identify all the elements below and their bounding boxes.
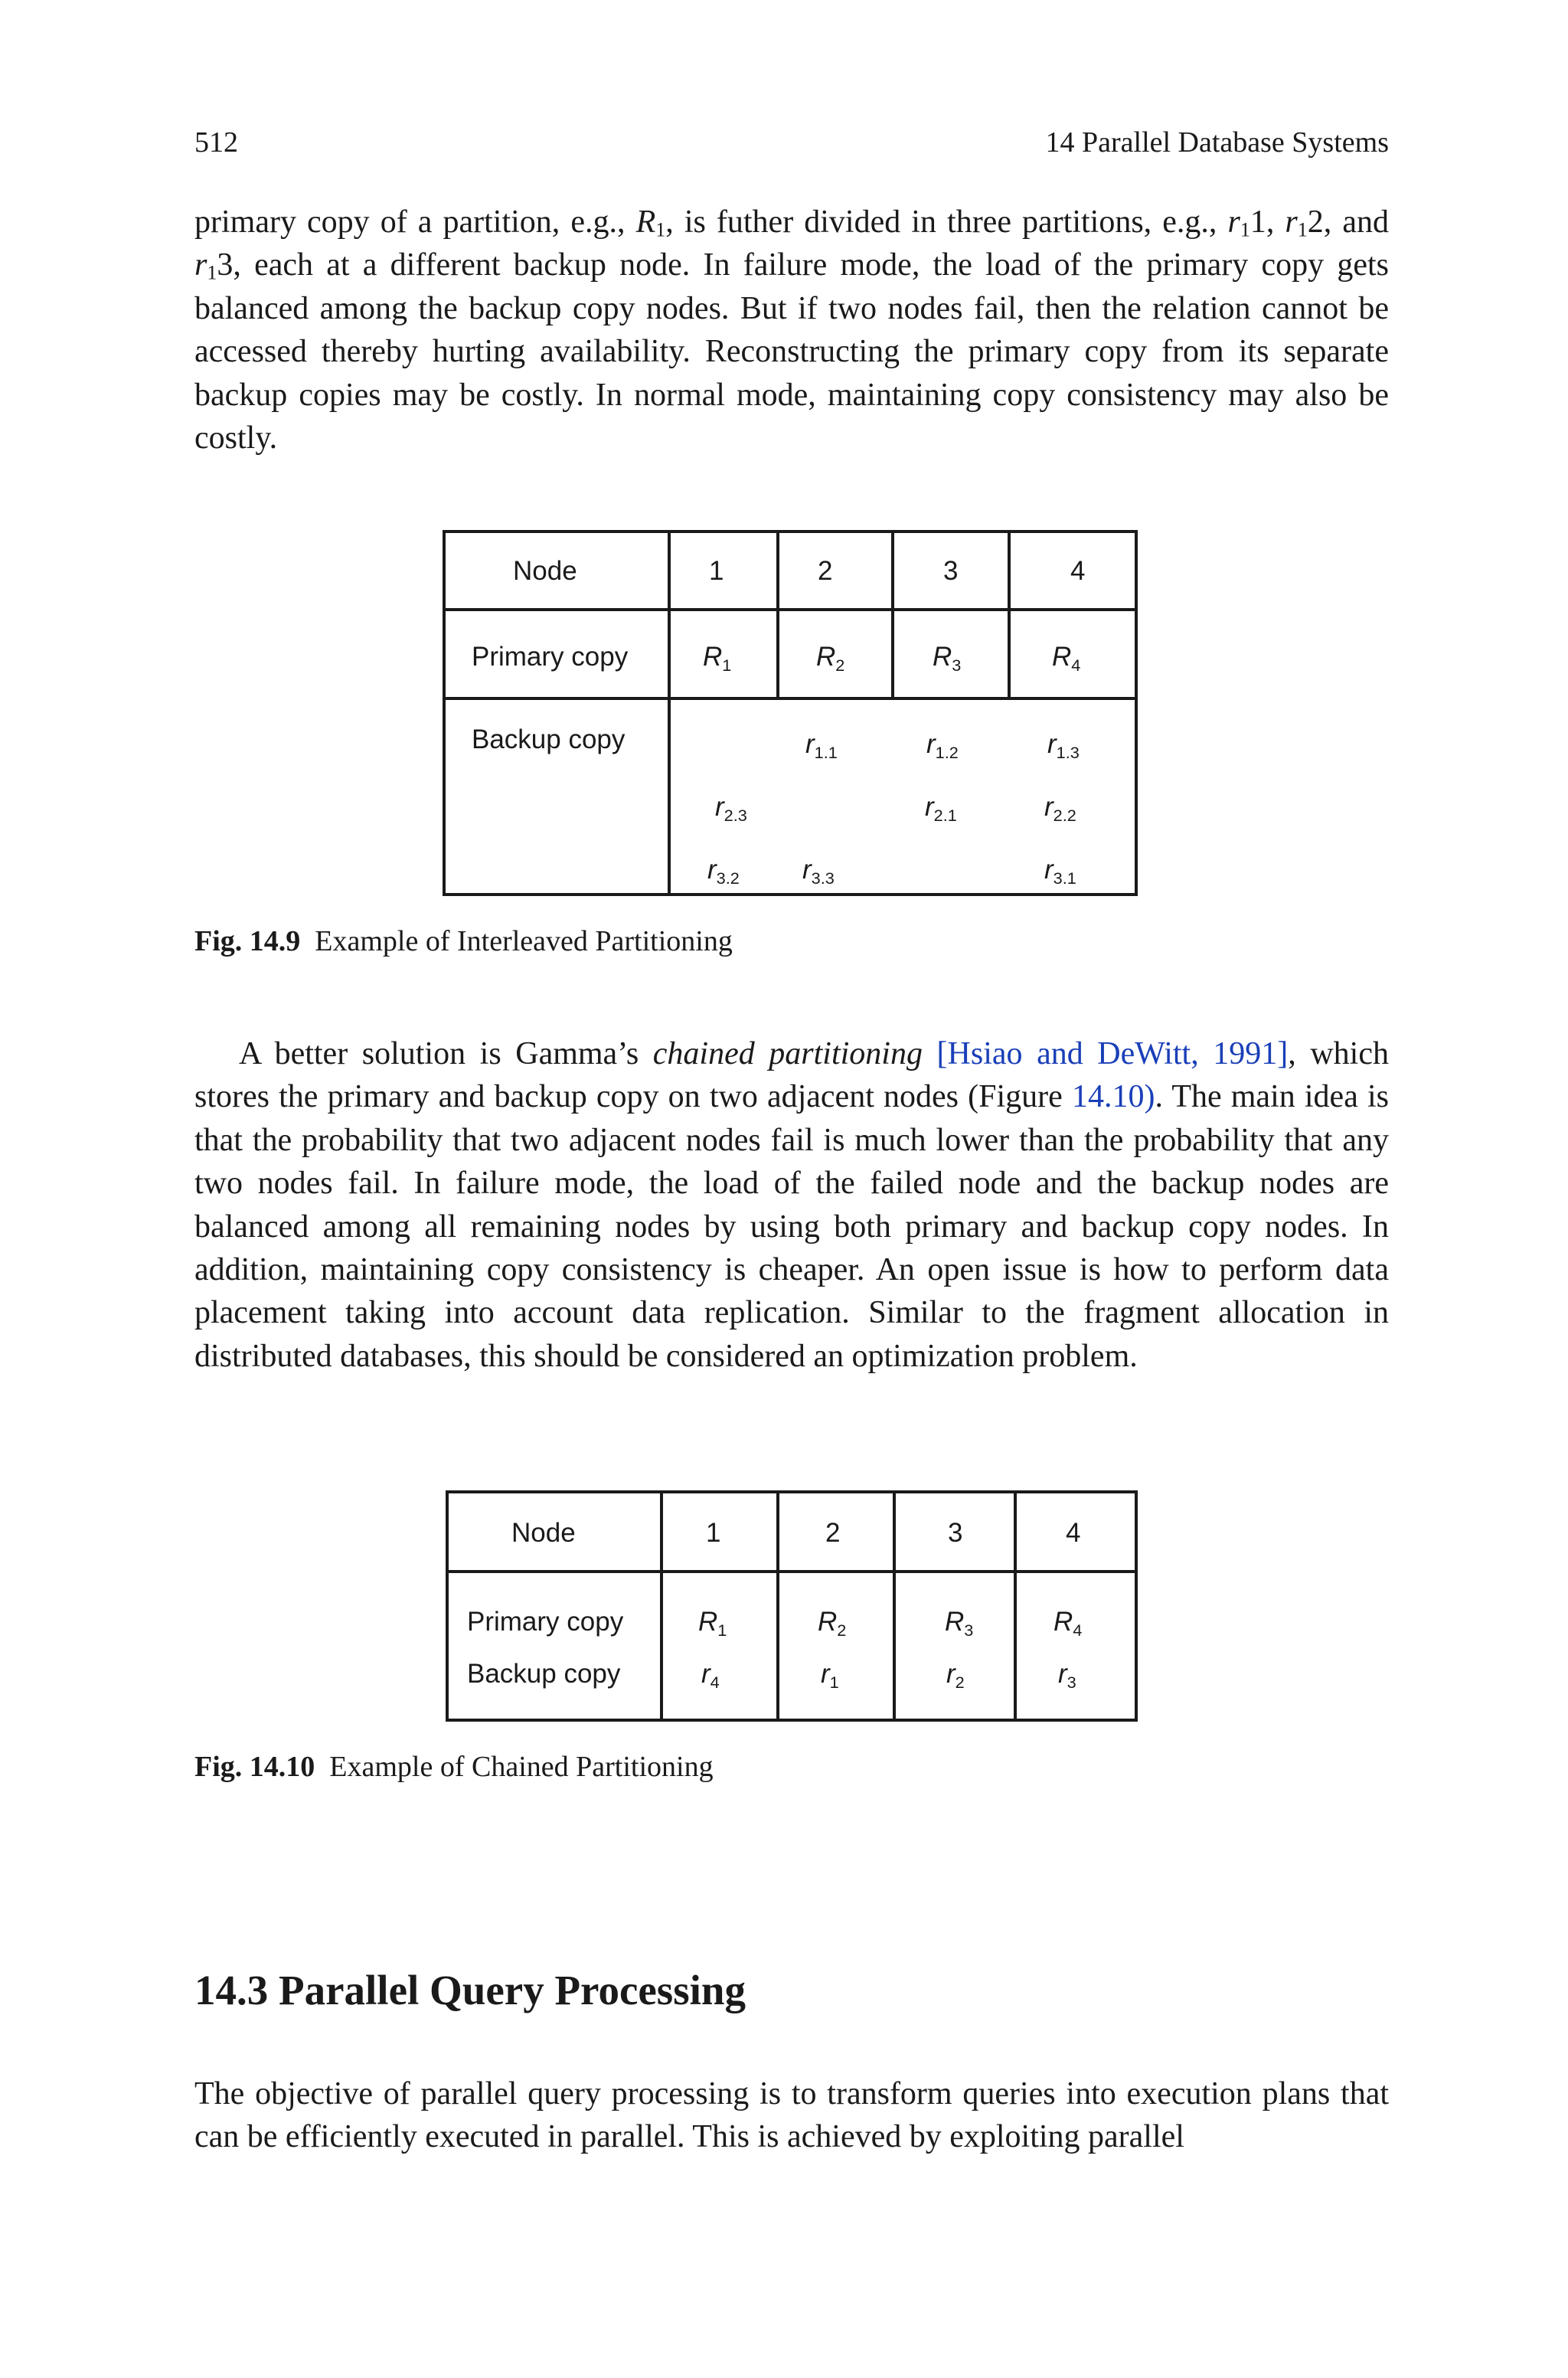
paragraph-interleaved: primary copy of a partition, e.g., $R_1$, is futher divided in three partitions, e.g., $r_11$, $r_12$, and $r_13$, each at a different backup node. In failure mode, the load of the primary copy gets balanced among the backup copy nodes. But if two nodes fail, then the relation cannot be accessed thereby hurting availability. Reconstructing the primary copy from its separate backup copies may be costly. In normal mode, maintaining copy consistency may also be costly.	[194, 204, 1390, 456]
row-label-primary: Primary copy	[467, 1607, 624, 1637]
header-cell-node-2: 2	[825, 1518, 841, 1548]
primary-cell: R3	[945, 1607, 974, 1640]
figure-caption	[194, 922, 733, 960]
figure-interleaved-partitioning	[443, 530, 1138, 896]
header-cell-node: Node	[513, 556, 577, 586]
row-label-primary: Primary copy	[472, 642, 629, 672]
backup-cell: r3.1	[1044, 855, 1076, 888]
page-number: 512	[194, 126, 238, 159]
backup-cell: r4	[701, 1659, 720, 1692]
backup-cell: r2.3	[715, 792, 747, 825]
figure-caption	[194, 1748, 714, 1786]
table-col-divider	[660, 1490, 663, 1722]
primary-cell: R3	[933, 642, 962, 675]
table-col-divider	[1008, 530, 1011, 700]
paragraph-chained: A better solution is Gamma’s chained partitioning [Hsiao and DeWitt, 1991], which stores the primary and backup copy on two adjacent nodes (Figure 14.10). The main idea is that the probability that two adjacent nodes fail is much lower than the probability that any two nodes fail. In failure mode, the load of the failed node and the backup nodes are balanced among all remaining nodes by using both primary and backup copy nodes. In addition, maintaining copy consistency is cheaper. An open issue is how to perform data placement taking into account data replication. Similar to the fragment allocation in distributed databases, this should be considered an optimization problem.	[194, 1036, 1389, 1374]
table-col-divider	[776, 530, 779, 700]
backup-cell: r2.2	[1044, 792, 1076, 825]
header-cell-node: Node	[511, 1518, 576, 1548]
backup-cell: r3.3	[802, 855, 835, 888]
header-cell-node-4: 4	[1066, 1518, 1081, 1548]
table-border-right	[1135, 1490, 1138, 1722]
figure-caption-text: Example of Interleaved Partitioning	[315, 925, 733, 957]
table-col-divider	[891, 530, 894, 700]
table-border-top	[443, 530, 1138, 533]
row-label-backup: Backup copy	[472, 725, 626, 754]
figure-caption-text: Example of Chained Partitioning	[329, 1751, 714, 1783]
row-label-backup: Backup copy	[467, 1659, 621, 1689]
primary-cell: R1	[698, 1607, 727, 1640]
table-border-left	[443, 530, 446, 896]
backup-cell: r3.2	[707, 855, 740, 888]
table-row-divider	[446, 1570, 1138, 1573]
table-border-bottom	[446, 1719, 1138, 1722]
header-cell-node-1: 1	[706, 1518, 721, 1548]
citation-link[interactable]: [Hsiao and DeWitt, 1991]	[936, 1036, 1289, 1071]
table-border-top	[446, 1490, 1138, 1493]
table-col-divider	[668, 530, 671, 896]
backup-cell: r1.3	[1047, 729, 1080, 762]
section-heading: 14.3 Parallel Query Processing	[194, 1967, 746, 2013]
header-cell-node-3: 3	[943, 556, 959, 586]
backup-cell: r3	[1058, 1659, 1076, 1692]
running-head-title: 14 Parallel Database Systems	[1045, 126, 1389, 159]
table-border-left	[446, 1490, 449, 1722]
table-border-right	[1135, 530, 1138, 896]
primary-cell: R2	[818, 1607, 847, 1640]
backup-cell: r1.1	[805, 729, 838, 762]
primary-cell: R4	[1054, 1607, 1083, 1640]
primary-cell: R1	[703, 642, 732, 675]
paragraph-query-processing: The objective of parallel query processing is to transform queries into execution plans that can be efficiently executed in parallel. This is achieved by exploiting parallel	[194, 2076, 1389, 2155]
figure-label: Fig. 14.10	[194, 1751, 315, 1783]
table-col-divider	[893, 1490, 896, 1722]
primary-cell: R4	[1052, 642, 1081, 675]
table-row-divider	[443, 608, 1138, 611]
table-col-divider	[1014, 1490, 1017, 1722]
primary-cell: R2	[816, 642, 845, 675]
figure-reference-link[interactable]: 14.10)	[1071, 1079, 1155, 1115]
header-cell-node-4: 4	[1070, 556, 1086, 586]
header-cell-node-2: 2	[818, 556, 833, 586]
header-cell-node-3: 3	[948, 1518, 963, 1548]
header-cell-node-1: 1	[709, 556, 724, 586]
backup-cell: r1.2	[926, 729, 959, 762]
backup-cell: r2	[946, 1659, 965, 1692]
figure-label: Fig. 14.9	[194, 925, 301, 957]
backup-cell: r2.1	[925, 792, 957, 825]
table-col-divider	[776, 1490, 779, 1722]
backup-cell: r1	[821, 1659, 839, 1692]
table-row-divider	[443, 697, 1138, 700]
table-border-bottom	[443, 893, 1138, 896]
figure-chained-partitioning	[446, 1490, 1138, 1722]
